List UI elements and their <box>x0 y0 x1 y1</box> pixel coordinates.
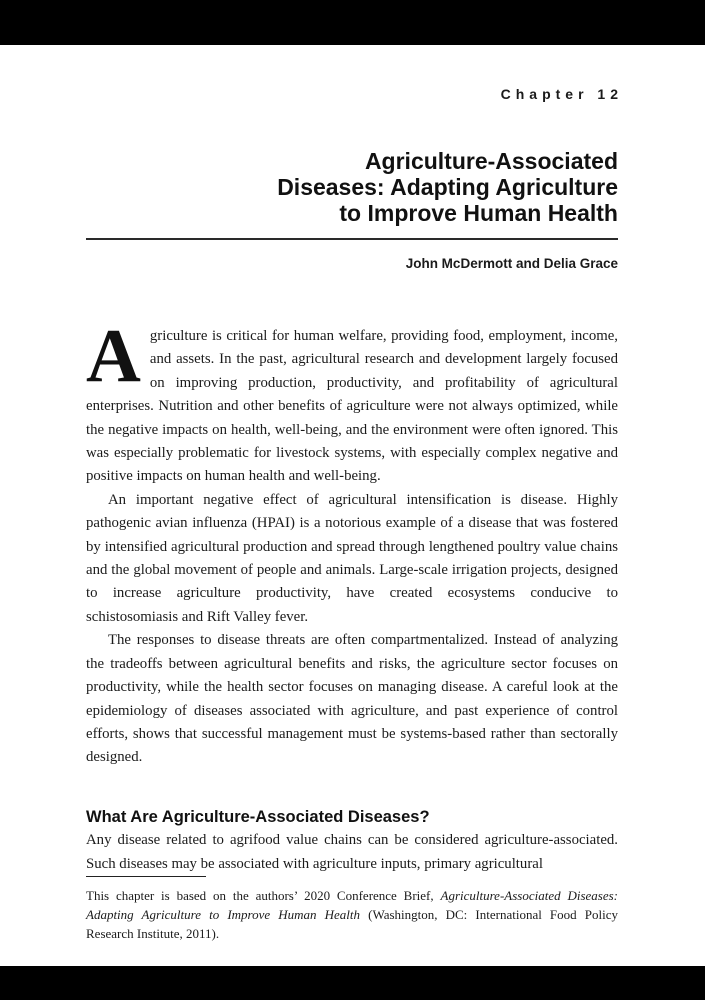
chapter-title-line-2: Diseases: Adapting Agriculture <box>277 174 618 200</box>
paragraph-4: Any disease related to agrifood value chains can be considered agriculture-associated. Such diseases may be associated with agriculture inputs, primary agricultural <box>86 832 618 872</box>
title-divider-rule <box>86 238 618 240</box>
footnote-divider-rule <box>86 876 206 877</box>
footnote <box>86 876 618 943</box>
footnote-text <box>86 886 618 943</box>
page-content <box>86 45 623 876</box>
bottom-letterbox-bar <box>0 966 705 1000</box>
footnote-text-after: (Washington, DC: International Food Policy Research Institute, 2011). <box>86 907 618 941</box>
drop-cap-letter: A <box>86 314 141 398</box>
chapter-title-line-3: to Improve Human Health <box>339 200 618 226</box>
chapter-label: Chapter 12 <box>500 86 623 102</box>
paragraph-1-text: griculture is critical for human welfare, providing food, employment, income, and assets. In the past, agricultural research and development largely focused on improving production, productivity, and profitability of agricultural enterprises. Nutrition and other benefits of agriculture were not always optimized, while the negative impacts on health, well-being, and the environment were often ignored. This was especially problematic for livestock systems, with especially complex negative and positive impacts on human health and well-being. <box>86 328 618 485</box>
section-heading: What Are Agriculture-Associated Diseases? <box>86 807 430 826</box>
body-text <box>86 314 618 876</box>
paragraph-1 <box>86 314 618 489</box>
chapter-title <box>86 148 618 226</box>
top-letterbox-bar <box>0 0 705 45</box>
paragraph-3: The responses to disease threats are often compartmentalized. Instead of analyzing the tradeoffs between agricultural benefits and risks, the agriculture sector focuses on productivity, while the health sector focuses on managing disease. A careful look at the epidemiology of diseases associated with agriculture, and past experience of control efforts, shows that successful management must be systems-based rather than sectorally designed. <box>86 632 618 766</box>
authors-byline: John McDermott and Delia Grace <box>405 256 618 271</box>
chapter-title-line-1: Agriculture-Associated <box>364 148 618 174</box>
paragraph-2: An important negative effect of agricultural intensification is disease. Highly pathogenic avian influenza (HPAI) is a notorious example of a disease that was fostered by intensified agricultural production and spread through lengthened poultry value chains and the global movement of people and animals. Large-scale irrigation projects, designed to increase agriculture productivity, have created ecosystems conducive to schistosomiasis and Rift Valley fever. <box>86 491 618 625</box>
footnote-italic-title: Agriculture-Associated Diseases: Adapting Agriculture to Improve Human Health <box>86 888 618 922</box>
footnote-text-before: This chapter is based on the authors’ 2020 Conference Brief, <box>86 888 441 903</box>
